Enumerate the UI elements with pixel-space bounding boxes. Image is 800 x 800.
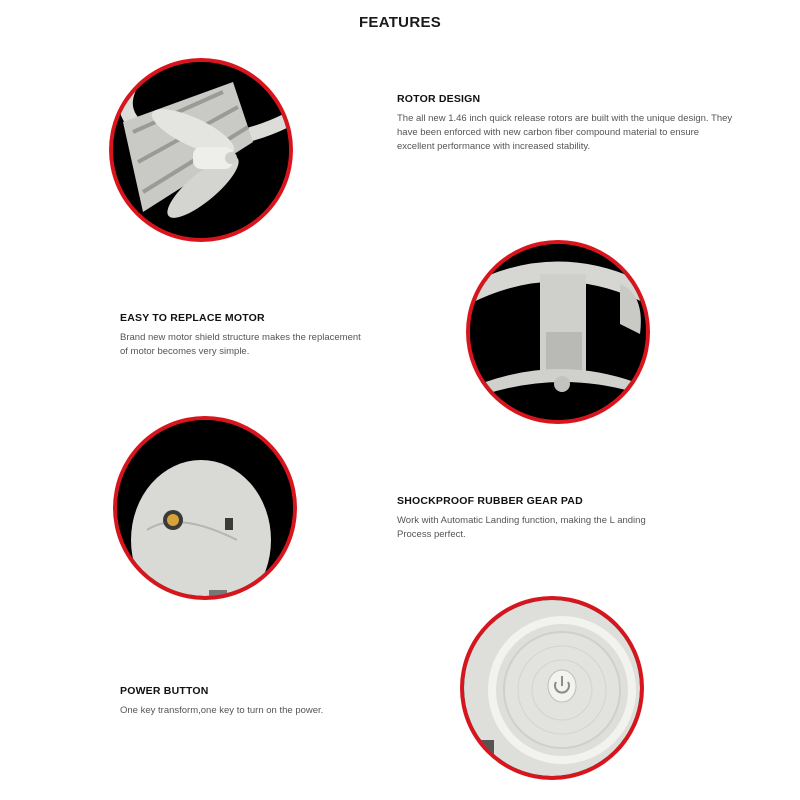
motor-image <box>470 244 646 420</box>
power-button-image <box>464 600 640 776</box>
camera-body-image <box>117 420 293 596</box>
feature-easy-to-replace-motor <box>120 312 370 359</box>
feature-power-button <box>120 685 400 718</box>
feature-description: One key transform,one key to turn on the power. <box>120 705 324 716</box>
feature-shockproof-rubber-gear-pad <box>397 495 657 542</box>
feature-title: POWER BUTTON <box>120 685 209 697</box>
feature-description: Brand new motor shield structure makes the replacement of motor becomes very simple. <box>120 332 361 357</box>
feature-title: ROTOR DESIGN <box>397 93 481 105</box>
feature-rotor-design <box>397 93 737 154</box>
feature-description: The all new 1.46 inch quick release rotors are built with the unique design. They have been enforced with new carbon fiber compound material to ensure excellent performance with increased stability. <box>397 113 733 152</box>
feature-title: EASY TO REPLACE MOTOR <box>120 312 265 324</box>
rotor-image <box>113 62 289 238</box>
feature-title: SHOCKPROOF RUBBER GEAR PAD <box>397 495 583 507</box>
page-title: FEATURES <box>358 14 442 31</box>
feature-description: Work with Automatic Landing function, making the L anding Process perfect. <box>397 515 646 540</box>
